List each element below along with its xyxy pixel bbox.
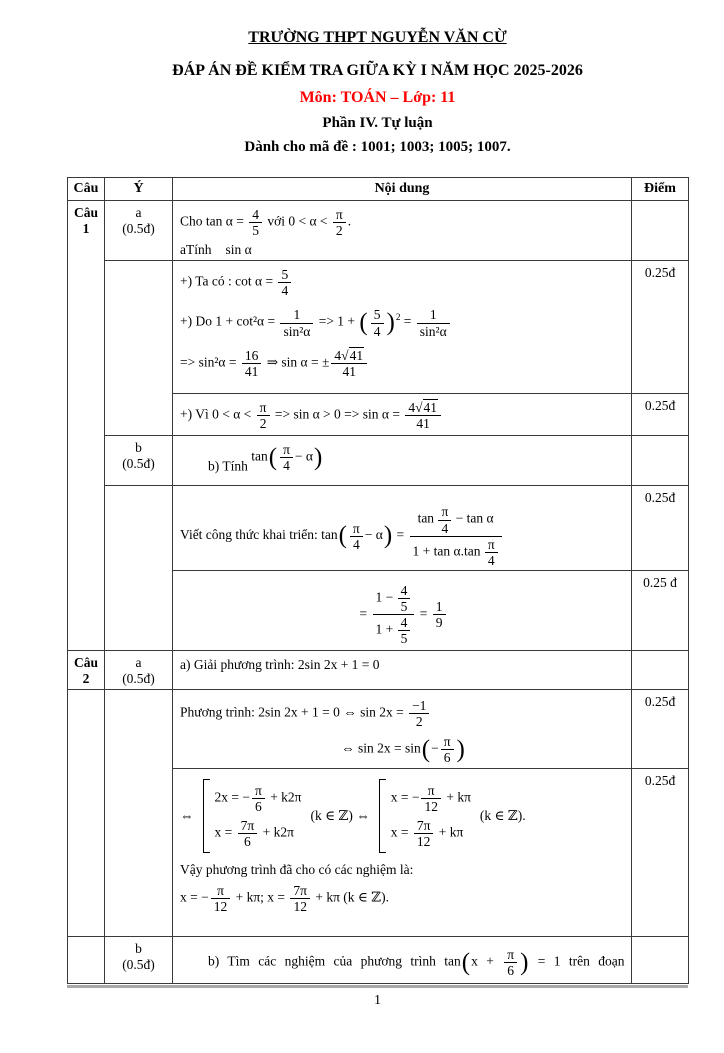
math-run: + kπ — [442, 789, 471, 805]
part-label: b — [135, 440, 142, 456]
fraction — [252, 783, 265, 814]
part-score: (0.5đ) — [122, 456, 155, 472]
part-cell — [105, 201, 173, 261]
fraction-numerator — [373, 583, 415, 615]
formula-line — [180, 583, 627, 646]
fraction-denominator: 9 — [435, 615, 443, 631]
table-row — [68, 650, 689, 689]
score-value: 0.25 đ — [643, 574, 677, 590]
math-run: Viết công thức khai triển: tan — [180, 527, 338, 543]
fraction-numerator: π — [504, 947, 517, 963]
fraction-numerator: −1 — [409, 698, 429, 714]
part-cell — [105, 689, 173, 936]
fraction-denominator: 5 — [400, 598, 408, 614]
right-paren: ) — [383, 522, 393, 550]
fraction — [405, 400, 441, 431]
fraction — [421, 783, 441, 814]
fraction-denominator: 2 — [415, 713, 423, 729]
math-run: 1 − — [375, 589, 397, 605]
table-row — [68, 436, 689, 486]
fraction-numerator: π — [441, 734, 454, 750]
score-value: 0.25đ — [644, 265, 676, 281]
math-run: 1 + — [375, 621, 397, 637]
formula-line — [215, 818, 302, 849]
math-run: (k ∈ ℤ). — [479, 808, 526, 824]
fraction-denominator: 12 — [416, 834, 431, 850]
fraction-denominator: 4 — [487, 552, 495, 568]
fraction-numerator: 16 — [242, 348, 262, 364]
page-number: 1 — [374, 992, 381, 1008]
content-cell — [173, 570, 632, 650]
part-label: a — [135, 654, 142, 670]
score-cell — [632, 768, 689, 936]
sqrt-radicand: 41 — [423, 400, 438, 416]
math-run: => sin²α = — [180, 354, 240, 370]
content-cell — [173, 486, 632, 570]
math-run: => sin α > 0 => sin α = — [271, 406, 404, 422]
fraction-denominator: 6 — [443, 750, 451, 766]
col-header-y: Ý — [105, 178, 173, 201]
score-value: 0.25đ — [644, 693, 676, 709]
math-run: . — [347, 213, 352, 229]
equation-system — [203, 779, 302, 853]
fraction — [238, 818, 258, 849]
table-row — [68, 689, 689, 768]
score-cell — [632, 201, 689, 261]
math-run: => 1 + — [315, 314, 359, 330]
fraction — [398, 615, 411, 646]
content-cell — [173, 394, 632, 436]
fraction — [242, 348, 262, 379]
fraction-numerator: 4 — [398, 615, 411, 631]
part-cell — [105, 650, 173, 689]
formula-line — [180, 242, 627, 258]
question-cell — [68, 936, 105, 983]
table-row — [68, 261, 689, 394]
part-cell — [105, 261, 173, 436]
fraction-denominator: 4 — [281, 283, 289, 299]
fraction-numerator: π — [211, 883, 231, 899]
left-paren: ( — [461, 948, 471, 976]
math-run: = — [393, 527, 408, 543]
col-header-noidung: Nội dung — [173, 178, 632, 201]
formula-line — [180, 947, 627, 978]
math-run: + kπ — [435, 824, 464, 840]
formula-line — [180, 698, 627, 729]
math-run: 4 — [408, 400, 416, 416]
math-run: + kπ; x = — [232, 890, 289, 906]
math-run: x + — [471, 953, 503, 969]
right-paren: ) — [456, 735, 465, 763]
fraction-denominator: 4 — [283, 458, 290, 474]
math-run: a) Giải phương trình: 2sin 2x + 1 = 0 — [180, 656, 380, 672]
score-value: 0.25đ — [644, 772, 676, 788]
math-run: − tan α — [452, 511, 494, 527]
equation-system — [379, 779, 471, 853]
math-run: ⇔ — [180, 808, 194, 824]
math-run: với 0 < α < — [263, 213, 331, 229]
left-paren: ( — [268, 444, 278, 472]
math-run: = 1 trên đoạn — [529, 953, 625, 969]
fraction-denominator — [410, 537, 502, 568]
fraction-denominator: 5 — [400, 631, 408, 647]
math-run: aTính — [180, 242, 212, 258]
formula-line — [180, 442, 627, 483]
fraction-denominator: 41 — [244, 363, 259, 379]
col-header-cau: Câu — [68, 178, 105, 201]
right-paren: ) — [520, 948, 529, 976]
sqrt-radical — [341, 347, 364, 363]
formula-line — [180, 734, 627, 765]
left-paren: ( — [359, 309, 368, 337]
right-paren: ) — [313, 444, 323, 472]
fraction — [373, 583, 415, 646]
math-run: 2x = − — [214, 789, 250, 805]
fraction-denominator: 41 — [342, 363, 356, 379]
fraction-denominator: 4 — [441, 520, 449, 536]
table-row — [68, 201, 689, 261]
part-score: (0.5đ) — [122, 221, 155, 236]
left-paren: ( — [421, 735, 431, 763]
math-run: x = − — [390, 789, 420, 805]
formula-line — [180, 504, 627, 567]
formula-line — [180, 883, 627, 914]
math-run: +) Vì 0 < α < — [180, 406, 255, 422]
formula-line — [180, 267, 627, 298]
system-bracket — [203, 779, 210, 853]
fraction-numerator: π — [350, 521, 363, 537]
document-title: ĐÁP ÁN ĐỀ KIỂM TRA GIỮA KỲ I NĂM HỌC 2025-2026 — [172, 62, 583, 79]
fraction — [278, 267, 291, 298]
math-run: x = — [390, 824, 412, 840]
part-label: b — [135, 940, 142, 956]
fraction — [331, 348, 367, 379]
fraction — [257, 400, 270, 431]
question-cell — [68, 201, 105, 651]
right-paren: ) — [386, 309, 395, 337]
fraction — [410, 504, 502, 567]
table-header-row — [68, 178, 689, 201]
math-run: x = — [214, 824, 236, 840]
math-run: Cho tan α = — [180, 213, 248, 229]
content-cell — [173, 768, 632, 936]
fraction-numerator — [410, 504, 502, 536]
score-cell — [632, 689, 689, 768]
part-score: (0.5đ) — [122, 670, 155, 686]
fraction-denominator: 41 — [416, 416, 430, 432]
score-cell — [632, 570, 689, 650]
score-cell — [632, 486, 689, 570]
math-run: b) Tính — [208, 458, 252, 474]
math-run: + k2π — [259, 824, 294, 840]
sqrt-radicand: 41 — [349, 347, 364, 363]
fraction-numerator: π — [421, 783, 441, 799]
fraction — [280, 442, 293, 473]
exam-subject: Môn: TOÁN – Lớp: 11 — [299, 89, 456, 106]
page-break-line — [67, 985, 688, 988]
fraction — [414, 818, 434, 849]
fraction-numerator: 5 — [371, 307, 384, 323]
math-run: − — [431, 740, 439, 756]
fraction-denominator: 6 — [255, 798, 262, 814]
score-cell — [632, 936, 689, 983]
fraction-denominator: 12 — [424, 798, 438, 814]
score-cell — [632, 650, 689, 689]
fraction-denominator: 6 — [244, 834, 251, 850]
question-cell — [68, 650, 105, 689]
table-row — [68, 936, 689, 983]
exam-codes: Dành cho mã đề : 1001; 1003; 1005; 1007. — [244, 139, 511, 155]
math-run: ⇔ sin 2x = sin — [341, 740, 421, 756]
fraction-denominator: 5 — [252, 223, 259, 239]
math-run: + k2π — [266, 789, 302, 805]
formula-line — [180, 307, 627, 338]
fraction-numerator: π — [257, 400, 270, 416]
score-cell — [632, 394, 689, 436]
fraction-numerator — [331, 348, 367, 364]
sqrt-radical — [415, 399, 438, 415]
math-run: +) Ta có : cot α = — [180, 273, 277, 289]
fraction — [290, 883, 310, 914]
formula-line — [180, 657, 627, 673]
math-run: + kπ (k ∈ ℤ). — [311, 890, 390, 906]
school-name: TRƯỜNG THPT NGUYỄN VĂN CỪ — [248, 29, 507, 46]
math-run: 4 — [334, 347, 342, 363]
fraction — [433, 599, 446, 630]
math-run: (k ∈ ℤ) ⇔ — [310, 808, 370, 824]
math-run: = — [400, 314, 415, 330]
fraction-numerator — [405, 400, 441, 416]
math-run: tan — [417, 511, 438, 527]
col-header-diem: Điểm — [632, 178, 689, 201]
sqrt-symbol: √ — [341, 347, 349, 363]
fraction-numerator: 1 — [433, 599, 446, 615]
fraction — [409, 698, 429, 729]
formula-line — [391, 783, 471, 814]
fraction — [438, 504, 451, 535]
formula-line — [180, 400, 627, 431]
content-cell — [173, 936, 632, 983]
question-label: Câu — [73, 654, 98, 670]
math-run: b) Tìm các nghiệm của phương trình tan — [208, 953, 461, 969]
score-cell — [632, 436, 689, 486]
content-cell — [173, 436, 632, 486]
score-cell — [632, 261, 689, 394]
part-cell — [105, 486, 173, 650]
fraction-denominator: sin²α — [283, 323, 311, 339]
part-cell — [105, 436, 173, 486]
left-paren: ( — [338, 522, 347, 550]
document-header — [67, 29, 688, 156]
formula-line — [391, 818, 471, 849]
fraction — [350, 521, 363, 552]
math-run: = — [359, 605, 371, 621]
fraction-numerator: π — [485, 537, 498, 553]
content-cell — [173, 650, 632, 689]
fraction — [504, 947, 517, 978]
fraction-denominator: 2 — [259, 416, 267, 432]
table-row — [68, 486, 689, 570]
fraction — [249, 207, 262, 238]
exponent: 2 — [395, 312, 401, 323]
content-cell — [173, 689, 632, 768]
fraction — [280, 307, 313, 338]
fraction-numerator: 4 — [249, 207, 262, 223]
part-label: a — [135, 205, 142, 220]
formula-line — [180, 207, 627, 238]
exam-part: Phần IV. Tự luận — [322, 115, 433, 131]
math-run: − α — [294, 448, 313, 464]
score-value: 0.25đ — [644, 490, 676, 506]
fraction-numerator: 4 — [398, 583, 411, 599]
conclusion-text: Vậy phương trình đã cho có các nghiệm là: — [180, 862, 414, 878]
fraction-numerator: π — [333, 207, 346, 223]
fraction — [485, 537, 498, 568]
fraction — [371, 307, 384, 338]
document-page — [0, 29, 724, 1009]
fraction — [417, 307, 450, 338]
fraction-numerator: π — [252, 783, 265, 799]
math-run: Phương trình: 2sin 2x + 1 = 0 ⇔ sin 2x = — [180, 704, 408, 720]
fraction-denominator: 2 — [335, 223, 343, 239]
part-cell — [105, 936, 173, 983]
sqrt-symbol: √ — [415, 400, 423, 416]
fraction-numerator: 1 — [417, 307, 450, 323]
question-number: 1 — [82, 221, 90, 236]
fraction-denominator: sin²α — [419, 323, 447, 339]
question-cell — [68, 689, 105, 936]
fraction — [441, 734, 454, 765]
fraction-denominator: 12 — [213, 899, 228, 915]
math-run: tan — [251, 448, 268, 464]
formula-line — [180, 348, 627, 379]
question-label: Câu — [73, 205, 98, 220]
answer-table — [67, 177, 689, 984]
fraction-numerator: 5 — [278, 267, 291, 283]
score-value: 0.25đ — [644, 398, 676, 414]
system-bracket — [379, 779, 386, 853]
content-cell — [173, 201, 632, 261]
fraction — [333, 207, 346, 238]
math-run: − α — [364, 527, 383, 543]
fraction-numerator: 7π — [414, 818, 434, 834]
math-run: x = − — [180, 890, 209, 906]
question-number: 2 — [82, 670, 90, 686]
fraction-numerator: π — [280, 442, 293, 458]
math-run: +) Do 1 + cot²α = — [180, 314, 279, 330]
math-run: 1 + tan α.tan — [412, 543, 484, 559]
fraction-numerator: 7π — [290, 883, 310, 899]
content-cell — [173, 261, 632, 394]
math-run: sin α — [225, 242, 252, 258]
formula-raised — [251, 442, 323, 473]
part-score: (0.5đ) — [122, 956, 155, 972]
formula-line — [215, 783, 302, 814]
math-run: = — [416, 605, 431, 621]
fraction-numerator: 1 — [280, 307, 313, 323]
fraction-numerator: π — [438, 504, 451, 520]
fraction-denominator: 6 — [507, 962, 515, 978]
fraction-denominator: 4 — [352, 536, 360, 552]
fraction-denominator: 4 — [373, 323, 381, 339]
fraction — [211, 883, 231, 914]
fraction-denominator — [373, 615, 415, 646]
fraction — [398, 583, 411, 614]
solution-systems — [180, 779, 627, 853]
math-run: ⇒ sin α = ± — [263, 354, 330, 370]
fraction-numerator: 7π — [238, 818, 258, 834]
fraction-denominator: 12 — [293, 899, 307, 915]
